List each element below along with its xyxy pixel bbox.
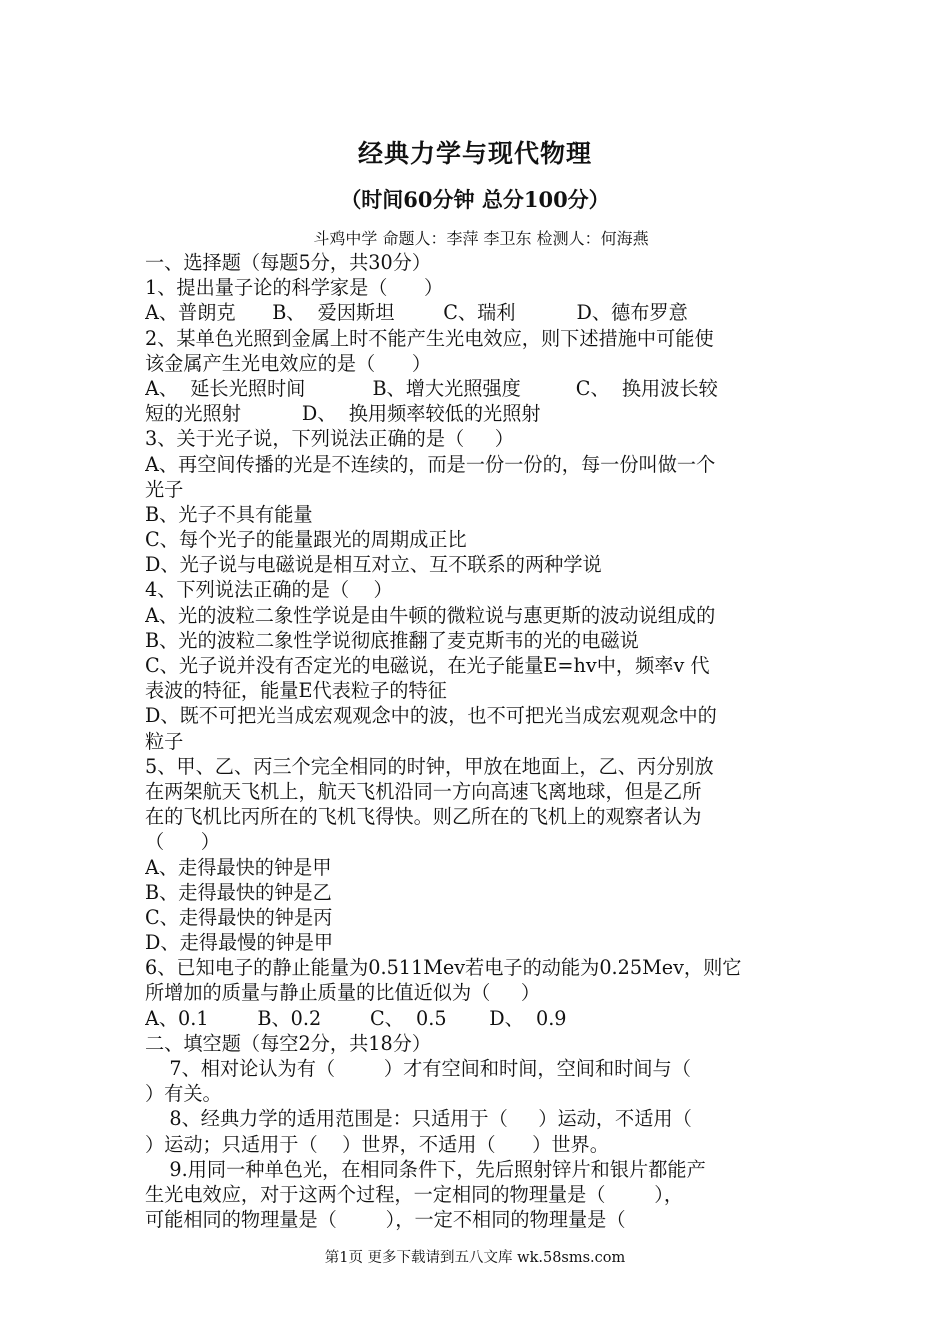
text-line: 9.用同一种单色光，在相同条件下，先后照射锌片和银片都能产	[145, 1157, 706, 1181]
text-line: 二、填空题（每空2分，共18分）	[145, 1031, 432, 1055]
text-line: C、每个光子的能量跟光的周期成正比	[145, 528, 467, 552]
text-line: D、走得最慢的钟是甲	[145, 931, 334, 955]
text-line: 7、相对论认为有（ ）才有空间和时间，空间和时间与（	[145, 1057, 691, 1080]
text-line: D、既不可把光当成宏观观念中的波，也不可把光当成宏观观念中的	[145, 704, 717, 728]
text-line: 6、已知电子的静止能量为0.511Mev若电子的动能为0.25Mev，则它	[145, 956, 742, 980]
text-line: A、再空间传播的光是不连续的，而是一份一份的，每一份叫做一个	[145, 452, 716, 476]
text-line: 短的光照射 D、 换用频率较低的光照射	[145, 402, 541, 426]
text-line: D、光子说与电磁说是相互对立、互不联系的两种学说	[145, 553, 602, 577]
document-title: 经典力学与现代物理	[357, 139, 592, 168]
text-line: 表波的特征，能量E代表粒子的特征	[145, 679, 447, 703]
text-line: 生光电效应，对于这两个过程，一定相同的物理量是（ ），	[145, 1182, 684, 1206]
text-line: 一、选择题（每题5分，共30分）	[145, 251, 432, 274]
page-footer: 第1页 更多下载请到五八文库 wk.58sms.com	[324, 1250, 626, 1266]
question-body	[145, 250, 807, 1232]
text-line: 3、关于光子说，下列说法正确的是（ ）	[145, 427, 514, 451]
text-line: 在的飞机比丙所在的飞机飞得快。则乙所在的飞机上的观察者认为	[145, 805, 702, 829]
document-subtitle: （时间60分钟 总分100分）	[340, 187, 610, 212]
text-line: B、光的波粒二象性学说彻底推翻了麦克斯韦的光的电磁说	[145, 628, 639, 652]
text-line: C、走得最快的钟是丙	[145, 905, 333, 929]
text-line: A、走得最快的钟是甲	[145, 855, 332, 879]
text-line: ）运动；只适用于（ ）世界，不适用（ ）世界。	[145, 1132, 609, 1156]
text-line: A、普朗克 B、 爱因斯坦 C、瑞利 D、德布罗意	[145, 301, 688, 325]
text-line: 该金属产生光电效应的是（ ）	[145, 351, 432, 375]
author-line: 斗鸡中学 命题人：李萍 李卫东 检测人：何海燕	[313, 229, 649, 248]
text-line: 光子	[145, 477, 184, 501]
text-line: 在两架航天飞机上，航天飞机沿同一方向高速飞离地球，但是乙所	[145, 779, 702, 803]
text-line: C、光子说并没有否定光的电磁说，在光子能量E=hv中，频率v 代	[145, 654, 710, 677]
text-line: A、光的波粒二象性学说是由牛顿的微粒说与惠更斯的波动说组成的	[145, 603, 716, 627]
text-line: B、走得最快的钟是乙	[145, 880, 332, 904]
text-line: B、光子不具有能量	[145, 502, 313, 526]
text-line: 粒子	[145, 729, 184, 753]
text-line: 所增加的质量与静止质量的比值近似为（ ）	[145, 981, 541, 1005]
text-line: 1、提出量子论的科学家是（ ）	[145, 276, 444, 300]
text-line: 4、下列说法正确的是（ ）	[145, 578, 393, 602]
text-line: A、0.1 B、0.2 C、 0.5 D、 0.9	[145, 1006, 567, 1030]
text-line: ）有关。	[145, 1082, 222, 1106]
text-line: 8、经典力学的适用范围是：只适用于（ ）运动，不适用（	[145, 1107, 692, 1131]
text-line: A、 延长光照时间 B、增大光照强度 C、 换用波长较	[145, 376, 718, 400]
text-line: （ ）	[145, 830, 220, 854]
text-line: 可能相同的物理量是（ ），一定不相同的物理量是（	[145, 1208, 626, 1232]
text-line: 5、甲、乙、丙三个完全相同的时钟，甲放在地面上，乙、丙分别放	[145, 754, 714, 778]
text-line: 2、某单色光照到金属上时不能产生光电效应，则下述措施中可能使	[145, 326, 714, 350]
